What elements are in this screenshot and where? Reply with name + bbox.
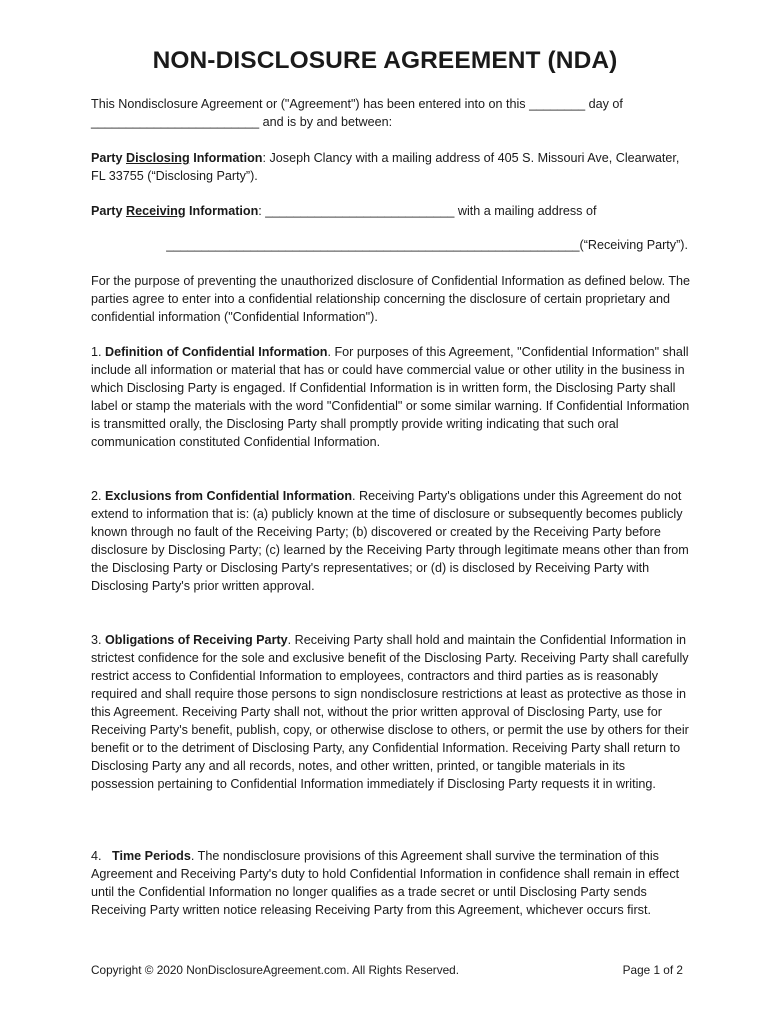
section-4-heading: Time Periods — [112, 849, 191, 863]
section-4: 4. Time Periods. The nondisclosure provisions of this Agreement shall survive the termination of this Agreement and Receiving Party's duty to hold Confidential Information in confidence shall remain in effect until the Confidential Information no longer qualifies as a trade secret or until Disclosing Party sends Receiving Party written notice releasing Receiving Party from this Agreement, whichever occurs first. — [91, 849, 680, 917]
section-2: 2. Exclusions from Confidential Information. Receiving Party's obligations under this Agreement do not extend to information that is: (a) publicly known at the time of disclosure or subsequently becomes publicly known through no fault of the Receiving Party; (b) discovered or created by the Receiving Party before disclosure by Disclosing Party; (c) learned by the Receiving Party through legitimate means other than from the Disclosing Party or Disclosing Party's representatives; or (d) is disclosed by Receiving Party with Disclosing Party's prior written approval. — [91, 489, 689, 593]
party-receiving-paragraph — [91, 202, 691, 220]
section-1-heading: Definition of Confidential Information — [105, 345, 328, 359]
receiving-party-line: ___________________________________________________________(“Receiving Party”). — [166, 238, 688, 252]
intro-paragraph: This Nondisclosure Agreement or ("Agreement") has been entered into on this ________ day of ________________________ and is by and between: — [91, 97, 623, 129]
purpose-paragraph: For the purpose of preventing the unauthorized disclosure of Confidential Information as defined below. The parties agree to enter into a confidential relationship concerning the disclosure of certain proprietary and confidential information ("Confidential Information"). — [91, 274, 691, 324]
party-receiving-text: : ___________________________ with a mailing address of — [258, 204, 597, 218]
section-3-heading: Obligations of Receiving Party — [105, 633, 288, 647]
party-disclosing-label: Party Disclosing Information — [91, 151, 263, 165]
section-3: 3. Obligations of Receiving Party. Receiving Party shall hold and maintain the Confidential Information in strictest confidence for the sole and exclusive benefit of the Disclosing Party. Receiving Party shall carefully restrict access to Confidential Information to employees, contractors and third parties as is reasonably required and shall require those persons to sign nondisclosure restrictions at least as protective as those in this Agreement. Receiving Party shall not, without the prior written approval of Disclosing Party, use for Receiving Party's benefit, publish, copy, or otherwise disclose to others, or permit the use by others for their benefit or to the detriment of Disclosing Party, any Confidential Information. Receiving Party shall return to Disclosing Party any and all records, notes, and other written, printed, or tangible materials in its possession pertaining to Confidential Information immediately if Disclosing Party requests it in writing. — [91, 633, 689, 791]
party-disclosing-text: : Joseph Clancy with a mailing address of 405 S. Missouri Ave, Clearwater, FL 33755 (“Disclosing Party”). — [91, 151, 680, 183]
page-footer — [91, 962, 683, 978]
party-disclosing-paragraph — [91, 149, 691, 185]
section-1: 1. Definition of Confidential Information. For purposes of this Agreement, "Confidential Information" shall include all information or material that has or could have commercial value or other utility in the business in which Disclosing Party is engaged. If Confidential Information is in written form, the Disclosing Party shall label or stamp the materials with the word "Confidential" or some similar warning. If Confidential Information is transmitted orally, the Disclosing Party shall promptly provide writing indicating that such oral communication constituted Confidential Information. — [91, 345, 690, 449]
section-2-heading: Exclusions from Confidential Information — [105, 489, 353, 503]
page-number: Page 1 of 2 — [622, 963, 683, 977]
copyright-text: Copyright © 2020 NonDisclosureAgreement.com. All Rights Reserved. — [91, 963, 460, 977]
party-receiving-label: Party Receiving Information — [91, 204, 259, 218]
document-title: NON-DISCLOSURE AGREEMENT (NDA) — [152, 47, 618, 74]
